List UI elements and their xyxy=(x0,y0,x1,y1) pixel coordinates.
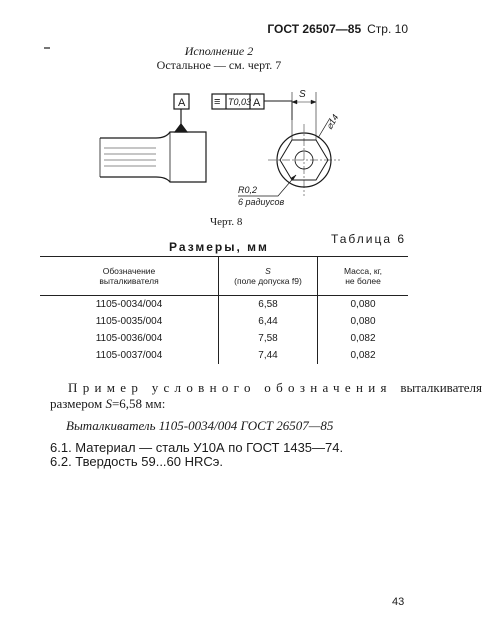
example-heading xyxy=(68,380,482,396)
tolerance-leader xyxy=(264,101,292,120)
header-s: S (поле допуска f9) xyxy=(219,257,318,296)
body-outline xyxy=(156,132,206,182)
material-clause: 6.1. Материал — сталь У10А по ГОСТ 1435—74. xyxy=(50,440,344,455)
variant-note: Остальное — см. черт. 7 xyxy=(156,58,282,72)
cell-code: 1105-0034/004 xyxy=(95,299,163,310)
cell-s: 6,58 xyxy=(219,296,318,314)
table-row xyxy=(40,347,408,364)
table-row xyxy=(40,330,408,347)
radius-label: R0,2 xyxy=(238,185,258,195)
dim-s-label: S xyxy=(299,89,306,100)
figure-caption: Черт. 8 xyxy=(210,216,243,228)
center-lines xyxy=(268,124,340,196)
header-designation: Обозначение выталкивателя xyxy=(40,257,219,296)
datum-triangle xyxy=(175,124,187,132)
cell-code: 1105-0035/004 xyxy=(95,316,163,327)
standard-number: ГОСТ 26507—85 xyxy=(267,22,362,36)
variant-title: Исполнение 2 xyxy=(184,44,254,58)
cell-mass: 0,080 xyxy=(350,299,376,310)
size-value: =6,58 мм: xyxy=(111,396,166,411)
cell-s: 7,44 xyxy=(219,347,318,364)
table-label: Таблица 6 xyxy=(330,232,406,246)
table-title: Размеры, мм xyxy=(169,240,269,254)
page-ref: Стр. 10 xyxy=(367,22,408,36)
example-tail: выталкивателя xyxy=(400,380,482,395)
cell-s: 7,58 xyxy=(219,330,318,347)
hex-lines xyxy=(104,148,156,166)
dimensions-table xyxy=(40,256,408,364)
hardness-clause: 6.2. Твердость 59...60 HRCэ. xyxy=(50,454,224,469)
cell-mass: 0,082 xyxy=(350,333,376,344)
example-size xyxy=(50,396,165,412)
table-row xyxy=(40,296,408,314)
page-number: 43 xyxy=(392,596,405,608)
tolerance-value: T0,03 xyxy=(228,97,252,107)
cell-code: 1105-0036/004 xyxy=(95,333,163,344)
datum-letter: A xyxy=(178,97,186,109)
cell-code: 1105-0037/004 xyxy=(95,350,163,361)
shaft-outline xyxy=(100,138,156,177)
size-var: S xyxy=(105,396,112,411)
tolerance-symbol: ≡ xyxy=(214,96,221,108)
cell-mass: 0,080 xyxy=(350,316,376,327)
example-designation: Выталкиватель 1105-0034/004 ГОСТ 26507—85 xyxy=(66,418,334,433)
size-prefix: размером xyxy=(50,396,103,411)
cell-s: 6,44 xyxy=(219,313,318,330)
header-mass: Масса, кг, не более xyxy=(318,257,409,296)
radius-count: 6 радиусов xyxy=(238,197,285,207)
table-row xyxy=(40,313,408,330)
example-intro: Пример условного обозначения xyxy=(68,380,392,395)
diameter-label: ⌀14 xyxy=(324,112,341,131)
tolerance-datum: A xyxy=(253,97,261,109)
table-header-row xyxy=(40,257,408,296)
cell-mass: 0,082 xyxy=(350,350,376,361)
